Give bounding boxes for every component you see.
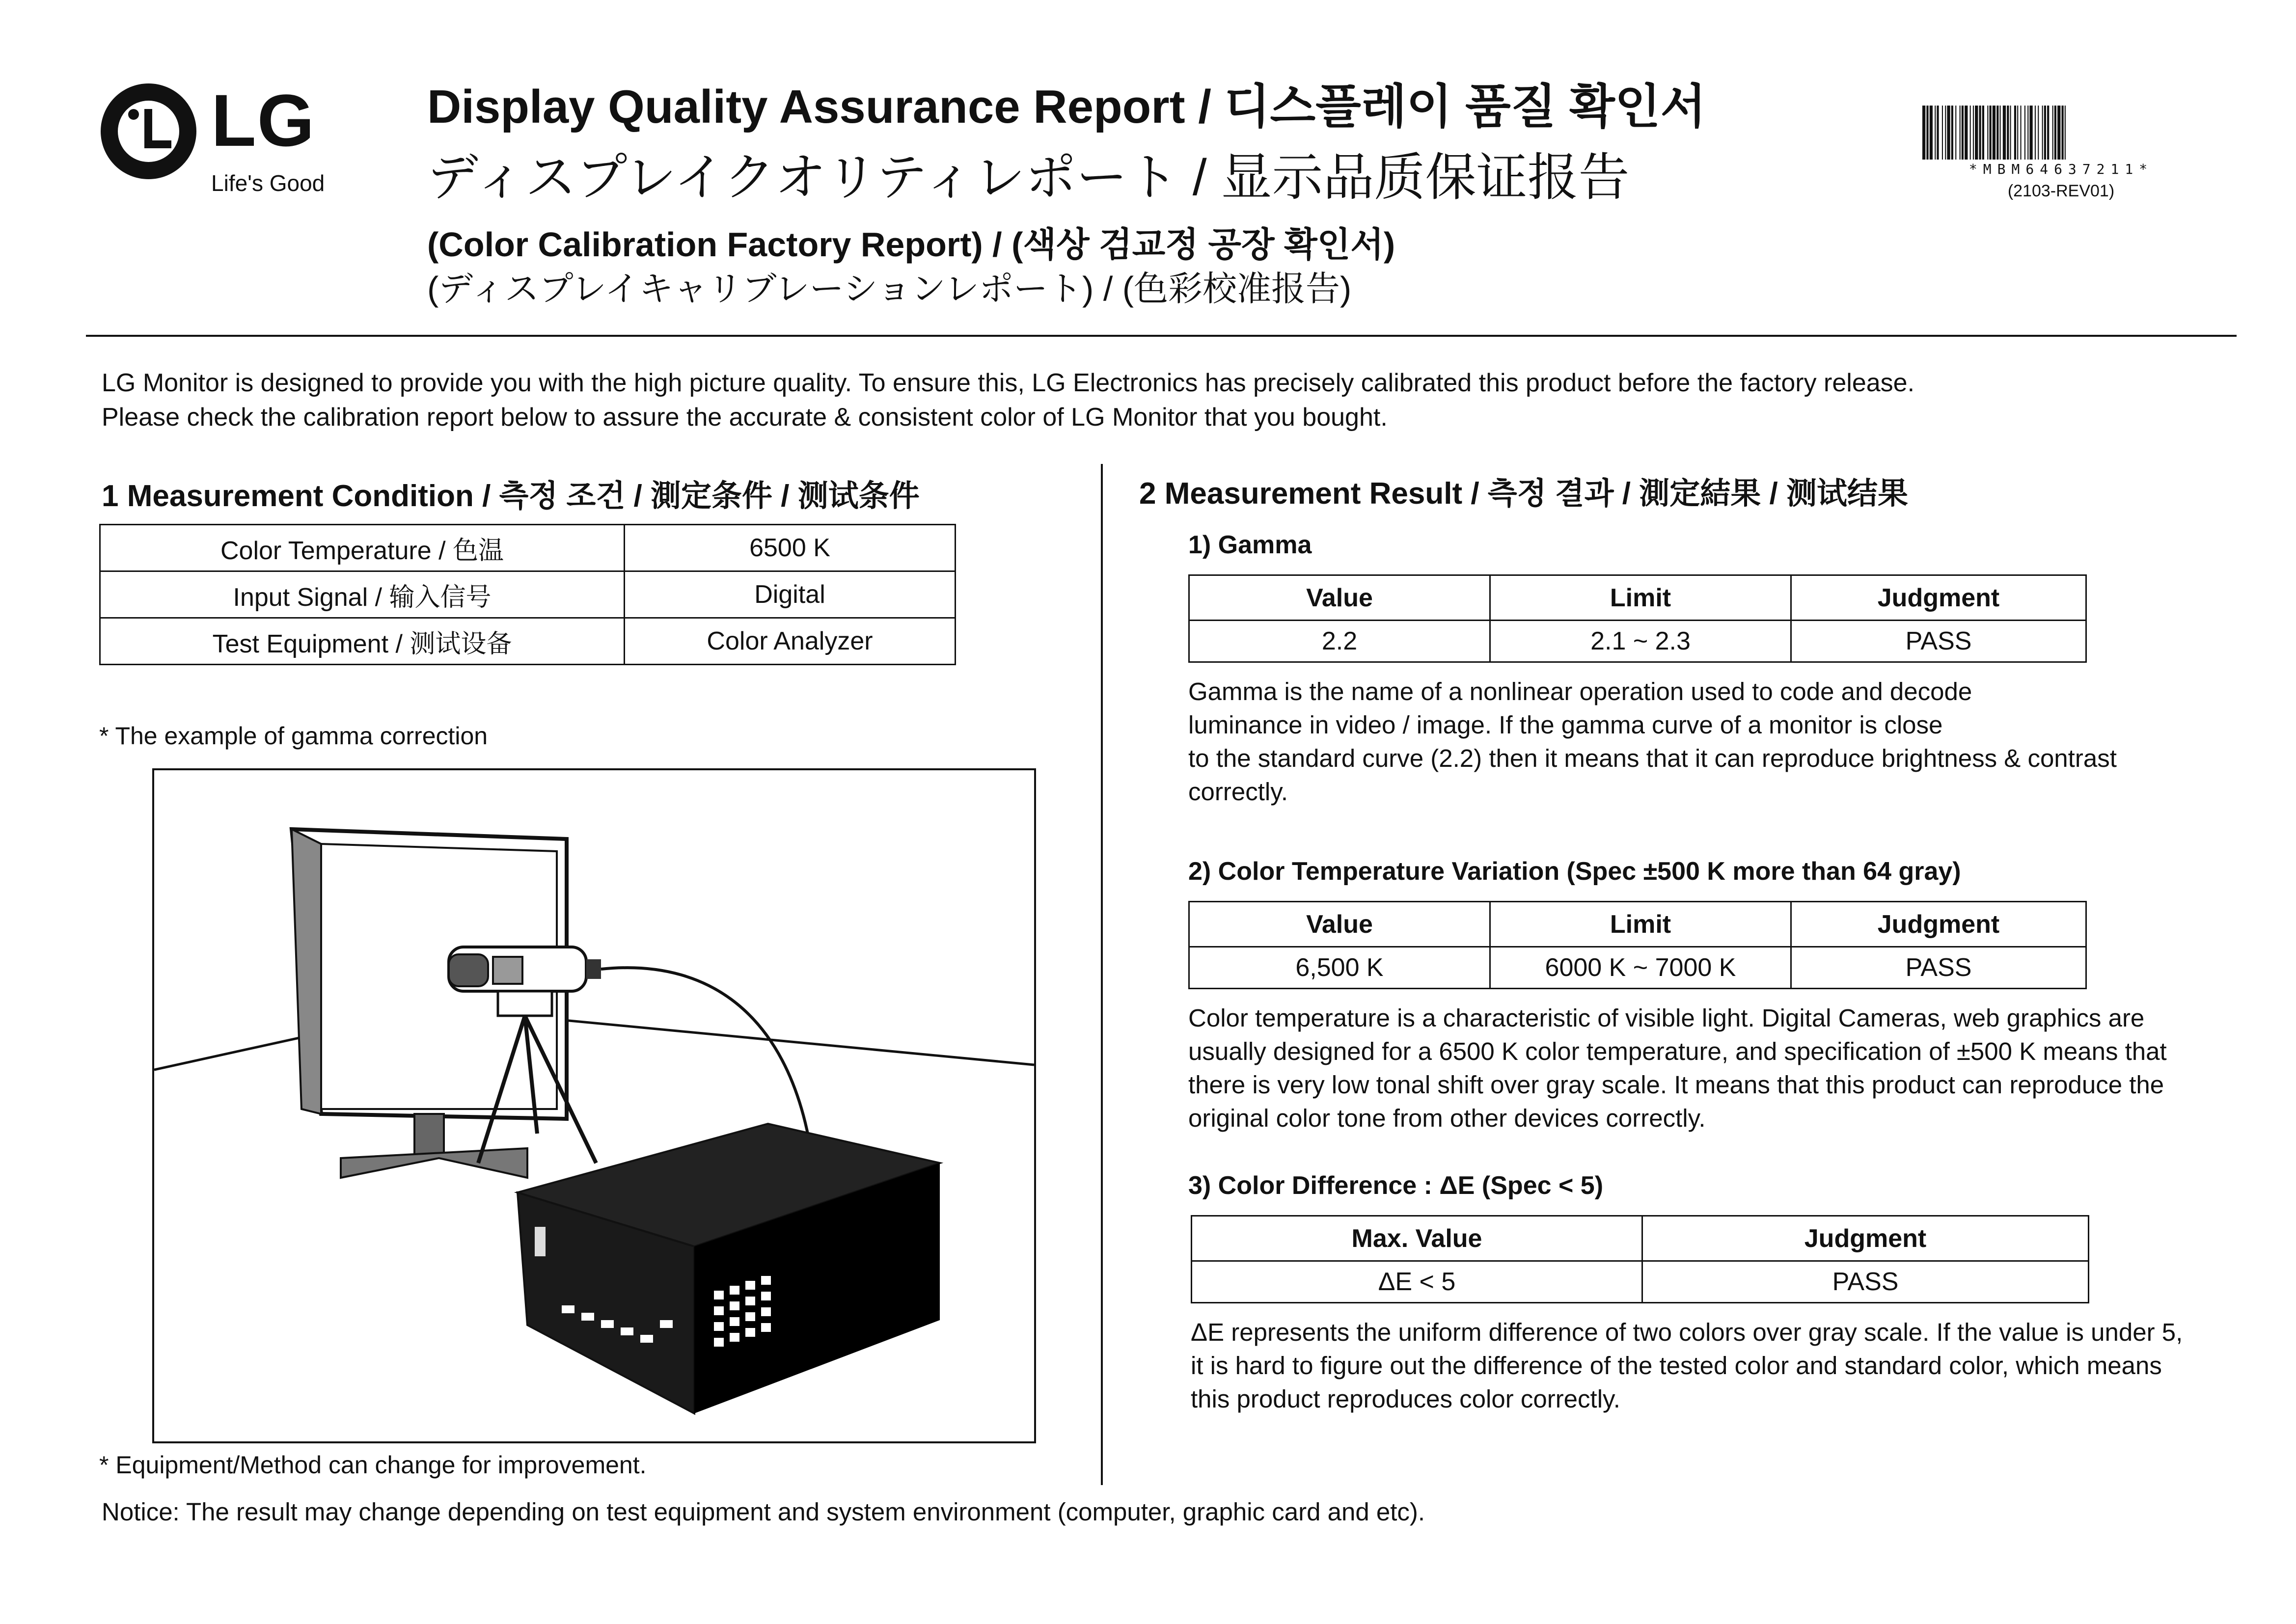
table-header: Judgment (1642, 1216, 2089, 1261)
condition-label: Color Temperature / 色温 (100, 525, 625, 571)
header-divider (86, 335, 2237, 337)
color-temp-value: 6,500 K (1189, 947, 1490, 989)
example-note: * The example of gamma correction (99, 722, 488, 750)
condition-label: Input Signal / 输入信号 (100, 571, 625, 618)
table-header: Value (1189, 575, 1490, 621)
barcode-icon (1922, 106, 2200, 160)
desc-line: luminance in video / image. If the gamma curve of a monitor is close (1188, 711, 1943, 739)
table-header: Judgment (1791, 575, 2086, 621)
equipment-note: * Equipment/Method can change for improvement. (99, 1451, 647, 1479)
gamma-correction-illustration (152, 768, 1036, 1443)
color-diff-table (1191, 1215, 2089, 1303)
color-temp-table (1188, 901, 2087, 989)
gamma-title: 1) Gamma (1188, 531, 1312, 559)
brand-tagline: Life's Good (211, 170, 325, 196)
report-subtitle: (Color Calibration Factory Report) / (색상 검교정 공장 확인서) (427, 225, 1395, 264)
color-diff-value: ΔE < 5 (1192, 1261, 1642, 1303)
color-temp-description (1188, 1001, 2167, 1135)
report-title-jp-cn: ディスプレイクオリティレポート / 显示品质保证报告 (427, 149, 1630, 206)
lg-logo-icon (101, 83, 196, 179)
condition-value: Digital (625, 571, 956, 618)
gamma-value: 2.2 (1189, 621, 1490, 662)
table-header: Max. Value (1192, 1216, 1642, 1261)
gamma-description (1188, 675, 2117, 809)
condition-heading: 1 Measurement Condition / 측정 조건 / 測定条件 / 测试条件 (102, 479, 920, 513)
gamma-limit: 2.1 ~ 2.3 (1490, 621, 1791, 662)
intro-line: LG Monitor is designed to provide you with the high picture quality. To ensure this, LG Electronics has precisely calibrated this product before the factory release. (102, 369, 1915, 397)
desc-line: Color temperature is a characteristic of visible light. Digital Cameras, web graphics are (1188, 1004, 2145, 1032)
condition-value: Color Analyzer (625, 618, 956, 665)
color-diff-description (1191, 1316, 2183, 1416)
table-header: Value (1189, 902, 1490, 947)
intro-line: Please check the calibration report below to assure the accurate & consistent color of LG Monitor that you bought. (102, 403, 1388, 432)
condition-value: 6500 K (625, 525, 956, 571)
column-divider (1101, 464, 1103, 1485)
desc-line: this product reproduces color correctly. (1191, 1385, 1620, 1413)
condition-table (99, 524, 956, 665)
desc-line: to the standard curve (2.2) then it means that it can reproduce brightness & contrast (1188, 744, 2117, 772)
condition-label: Test Equipment / 测试设备 (100, 618, 625, 665)
desc-line: ΔE represents the uniform difference of two colors over gray scale. If the value is under 5, (1191, 1318, 2183, 1346)
desc-line: correctly. (1188, 778, 1288, 806)
report-subtitle-jp-cn: (ディスプレイキャリブレーションレポート) / (色彩校准报告) (427, 270, 1352, 308)
table-header: Limit (1490, 902, 1791, 947)
desc-line: original color tone from other devices correctly. (1188, 1104, 1706, 1132)
intro-text (102, 366, 1914, 434)
color-diff-judgment: PASS (1642, 1261, 2089, 1303)
desc-line: usually designed for a 6500 K color temperature, and specification of ±500 K means that (1188, 1037, 2167, 1065)
color-temp-judgment: PASS (1791, 947, 2086, 989)
desc-line: it is hard to figure out the difference of the tested color and standard color, which means (1191, 1352, 2162, 1380)
report-title: Display Quality Assurance Report / 디스플레이 품질 확인서 (427, 81, 1706, 133)
gamma-judgment: PASS (1791, 621, 2086, 662)
table-header: Judgment (1791, 902, 2086, 947)
notice-text: Notice: The result may change depending on test equipment and system environment (computer, graphic card and etc). (102, 1498, 1425, 1526)
barcode-number: *MBM64637211* (1968, 161, 2154, 177)
table-header: Limit (1490, 575, 1791, 621)
gamma-table (1188, 574, 2087, 663)
color-temp-title: 2) Color Temperature Variation (Spec ±500 K more than 64 gray) (1188, 857, 1961, 886)
desc-line: Gamma is the name of a nonlinear operation used to code and decode (1188, 677, 1972, 705)
brand-logo-text: LG (211, 79, 316, 162)
color-diff-title: 3) Color Difference : ΔE (Spec < 5) (1188, 1171, 1604, 1200)
revision-code: (2103-REV01) (2007, 182, 2115, 200)
color-temp-limit: 6000 K ~ 7000 K (1490, 947, 1791, 989)
color-analyzer-icon (518, 1124, 940, 1413)
result-heading: 2 Measurement Result / 측정 결과 / 測定結果 / 测试结果 (1139, 477, 1908, 511)
desc-line: there is very low tonal shift over gray scale. It means that this product can reproduce the (1188, 1071, 2164, 1099)
